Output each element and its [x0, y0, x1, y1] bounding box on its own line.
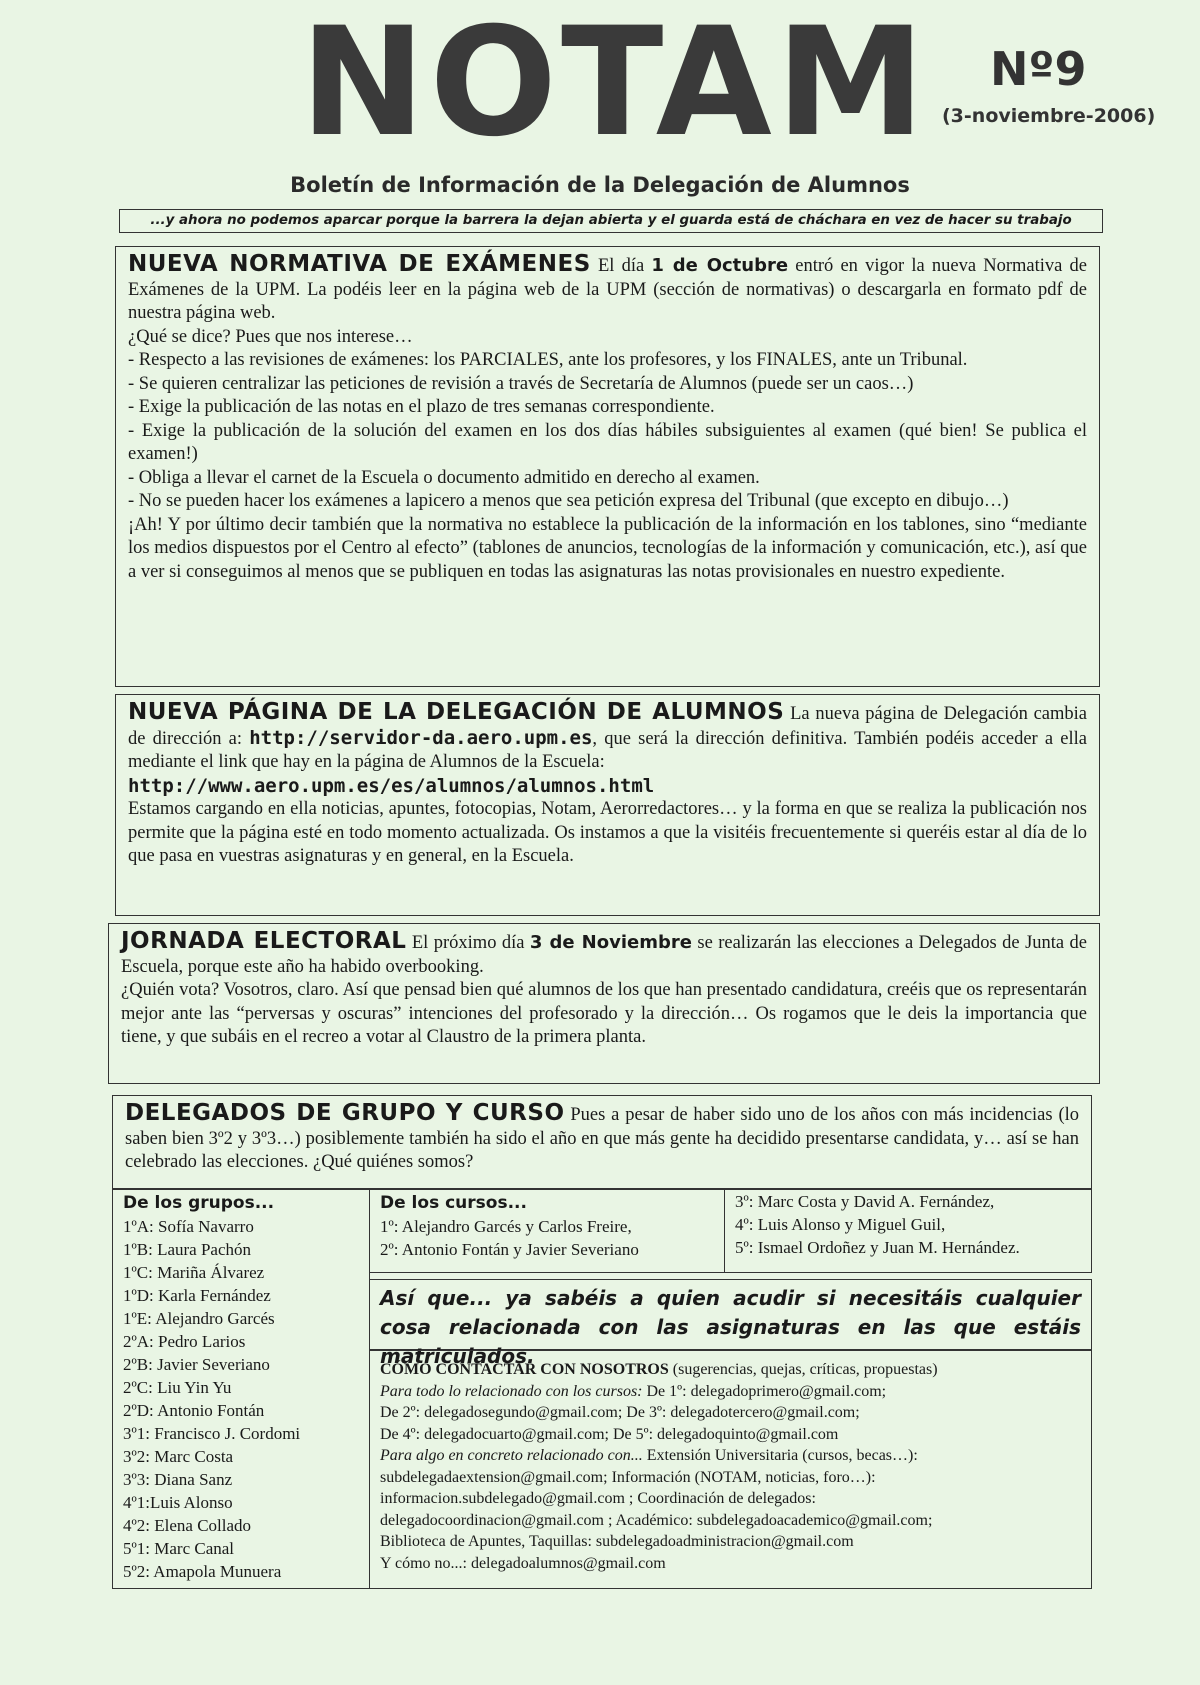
normativa-closing: ¡Ah! Y por último decir también que la normativa no establece la publicación de la información en los tablones, sino “mediante los medios dispuestos por el Centro al efecto” (tablones de anuncios, tecnologías de la información y comunicación, etc.), así que a ver si conseguimos al menos que se publiquen en todas las asignaturas las notas provisionales en nuestro expediente. — [128, 514, 1087, 582]
grupos-title: De los grupos... — [123, 1193, 275, 1213]
pagina-text-b: , que será la dirección definitiva. También podéis acceder a ella mediante el link que hay en la página de Alumnos de la Escuela: — [128, 728, 1087, 772]
issue-date: (3-noviembre-2006) — [942, 105, 1156, 127]
list-item: 1ºB: Laura Pachón — [123, 1240, 252, 1259]
list-item: 5º2: Amapola Munuera — [123, 1562, 282, 1581]
contact-line: informacion.subdelegado@gmail.com ; Coordinación de delegados: — [380, 1490, 816, 1507]
newsletter-subtitle: Boletín de Información de la Delegación de Alumnos — [290, 173, 910, 197]
pagina-heading: NUEVA PÁGINA DE LA DELEGACIÓN DE ALUMNOS — [128, 699, 785, 725]
normativa-date: 1 de Octubre — [651, 255, 789, 276]
jornada-date: 3 de Noviembre — [529, 932, 692, 953]
list-item: 2ºD: Antonio Fontán — [123, 1401, 265, 1420]
alumnos-url-link[interactable]: http://www.aero.upm.es/es/alumnos/alumnos.html — [128, 774, 655, 797]
delegados-text: Pues a pesar de haber sido uno de los años con más incidencias (lo saben bien 3º2 y 3º3…) posiblemente también ha sido el año en que más gente ha decidido presentarse candidata, y… así se han celebrado las elecciones. ¿Qué quiénes somos? — [125, 1105, 1079, 1172]
contact-line — [380, 1445, 1081, 1467]
normativa-point: - Respecto a las revisiones de exámenes: los PARCIALES, ante los profesores, y los FINALES, ante un Tribunal. — [128, 350, 968, 370]
cursos-column — [369, 1189, 725, 1273]
cursos-list-continued — [735, 1190, 1081, 1259]
contact-line: De 4º: delegadocuarto@gmail.com; De 5º: delegadoquinto@gmail.com — [380, 1425, 839, 1443]
list-item: 2º: Antonio Fontán y Javier Severiano — [380, 1240, 639, 1259]
normativa-point: - Exige la publicación de las notas en el plazo de tres semanas correspondiente. — [128, 397, 715, 417]
grupos-column — [112, 1189, 370, 1589]
contact-line: Biblioteca de Apuntes, Taquillas: subdelegadoadministracion@gmail.com — [380, 1533, 854, 1550]
jornada-text-a: El próximo día — [406, 933, 530, 953]
list-item: 1ºE: Alejandro Garcés — [123, 1309, 275, 1328]
contact-line — [380, 1381, 1081, 1403]
contact-line: subdelegadaextension@gmail.com; Información (NOTAM, noticias, foro…): — [380, 1468, 876, 1486]
list-item: 3º1: Francisco J. Cordomi — [123, 1424, 301, 1443]
pagina-intro — [128, 701, 1087, 775]
callout-box: Así que... ya sabéis a quien acudir si necesitáis cualquier cosa relacionada con las asignaturas en las que estáis matriculados. — [369, 1279, 1092, 1350]
contact-extension: Extensión Universitaria (cursos, becas…): — [642, 1447, 918, 1464]
list-item: 4º: Luis Alonso y Miguel Guil, — [735, 1215, 946, 1234]
contact-email-1: De 1º: delegadoprimero@gmail.com; — [642, 1382, 887, 1400]
jornada-text-b: se realizarán las elecciones a Delegados de Junta de Escuela, porque este año ha habido overbooking. — [121, 933, 1088, 977]
list-item: 1º: Alejandro Garcés y Carlos Freire, — [380, 1217, 632, 1236]
list-item: 2ºC: Liu Yin Yu — [123, 1378, 232, 1397]
grupos-list — [123, 1215, 359, 1583]
article-normativa — [115, 246, 1100, 687]
normativa-text-b: entró en vigor la nueva Normativa de Exámenes de la UPM. La podéis leer en la página web de la UPM (sección de normativas) o descargarla en formato pdf de nuestra página web. — [128, 256, 1088, 323]
masthead — [0, 0, 1200, 235]
article-pagina — [115, 694, 1100, 916]
tagline: ...y ahora no podemos aparcar porque la barrera la dejan abierta y el guarda está de cháchara en vez de hacer su trabajo — [119, 209, 1103, 233]
delegacion-url-link[interactable]: http://servidor-da.aero.upm.es — [249, 726, 593, 749]
newsletter-logo: NOTAM — [300, 0, 930, 170]
normativa-point: - Se quieren centralizar las peticiones de revisión a través de Secretaría de Alumnos (puede ser un caos…) — [128, 373, 914, 394]
list-item: 4º2: Elena Collado — [123, 1516, 252, 1535]
normativa-intro — [128, 253, 1087, 326]
pagina-text-c: Estamos cargando en ella noticias, apuntes, fotocopias, Notam, Aerorredactores… y la forma en que se realiza la publicación nos permite que la página esté en todo momento actualizada. Os instamos a que la visitéis frecuentemente si queréis estar al día de lo que pasa en vuestras asignaturas y en general, en la Escuela. — [128, 799, 1087, 866]
list-item: 4º1:Luis Alonso — [123, 1493, 233, 1512]
list-item: 3º3: Diana Sanz — [123, 1470, 233, 1489]
list-item: 2ºB: Javier Severiano — [123, 1355, 270, 1374]
jornada-text-c: ¿Quién vota? Vosotros, claro. Así que pensad bien qué alumnos de los que han presentado candidatura, creéis que os representarán mejor ante las “perversas y oscuras” intenciones del profesorado y la dirección… Os rogamos que le deis la importancia que tiene, y que subáis en el recreo a votar al Claustro de la primera planta. — [121, 980, 1087, 1047]
normativa-point: - Exige la publicación de la solución del examen en los dos días hábiles subsiguientes al examen (qué bien! Se publica el examen!) — [128, 420, 1087, 464]
delegados-intro — [125, 1102, 1079, 1175]
list-item: 1ºA: Sofía Navarro — [123, 1217, 254, 1236]
normativa-point: - No se pueden hacer los exámenes a lapicero a menos que sea petición expresa del Tribunal (que excepto en dibujo…) — [128, 491, 1009, 511]
list-item: 5º: Ismael Ordoñez y Juan M. Hernández. — [735, 1238, 1020, 1257]
normativa-question: ¿Qué se dice? Pues que nos interese… — [128, 326, 413, 347]
list-item: 2ºA: Pedro Larios — [123, 1332, 246, 1351]
contact-line: Y cómo no...: delegadoalumnos@gmail.com — [380, 1554, 666, 1572]
jornada-heading: JORNADA ELECTORAL — [121, 928, 407, 954]
delegados-heading: DELEGADOS DE GRUPO Y CURSO — [125, 1100, 565, 1126]
list-item: 5º1: Marc Canal — [123, 1539, 235, 1558]
normativa-heading: NUEVA NORMATIVA DE EXÁMENES — [128, 251, 591, 277]
pagina-text-a: La nueva página de Delegación cambia de dirección a: — [128, 704, 1088, 749]
list-item: 1ºC: Mariña Álvarez — [123, 1263, 265, 1282]
cursos-title: De los cursos... — [380, 1193, 527, 1213]
contact-line: De 2º: delegadosegundo@gmail.com; De 3º: delegadotercero@gmail.com; — [380, 1404, 860, 1421]
contact-cursos-intro: Para todo lo relacionado con los cursos: — [380, 1382, 643, 1400]
contact-box — [369, 1350, 1092, 1589]
issue-number: Nº9 — [990, 42, 1087, 96]
list-item: 1ºD: Karla Fernández — [123, 1286, 271, 1305]
contact-header — [380, 1359, 1081, 1381]
cursos-list — [380, 1215, 714, 1261]
cursos-column-continued — [724, 1189, 1092, 1273]
list-item: 3º: Marc Costa y David A. Fernández, — [735, 1192, 995, 1211]
article-delegados — [112, 1095, 1092, 1189]
contact-title: CÓMO CONTACTAR CON NOSOTROS — [380, 1361, 669, 1378]
contact-line: delegadocoordinacion@gmail.com ; Académico: subdelegadoacademico@gmail.com; — [380, 1511, 933, 1529]
normativa-point: - Obliga a llevar el carnet de la Escuela o documento admitido en derecho al examen. — [128, 467, 760, 488]
list-item: 3º2: Marc Costa — [123, 1447, 234, 1466]
contact-title-note: (sugerencias, quejas, críticas, propuestas) — [668, 1361, 938, 1378]
jornada-intro — [121, 930, 1087, 979]
contact-concreto-intro: Para algo en concreto relacionado con... — [380, 1447, 643, 1464]
normativa-text-a: El día — [590, 256, 652, 276]
article-jornada — [108, 923, 1100, 1084]
